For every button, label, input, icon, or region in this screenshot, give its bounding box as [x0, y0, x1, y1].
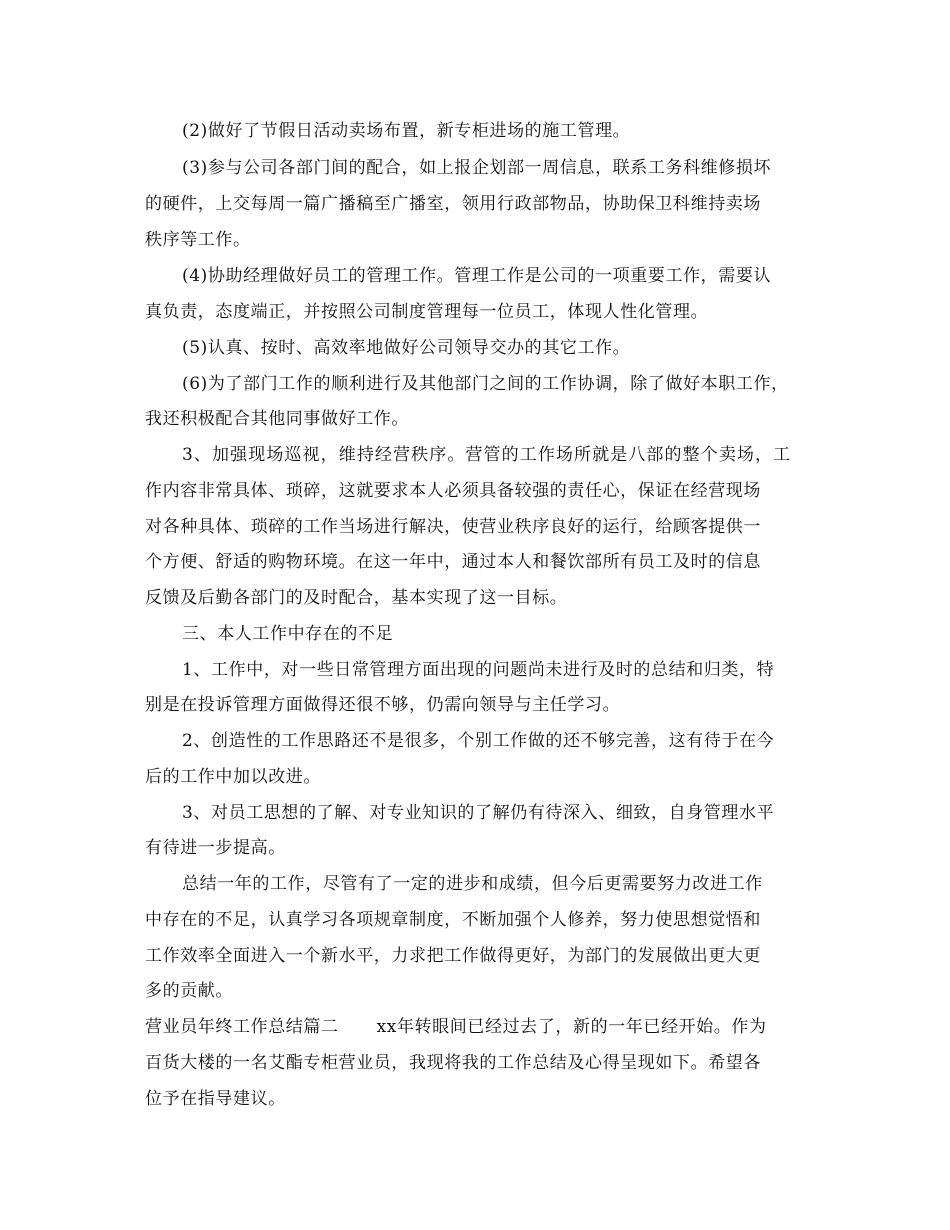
section-title-line — [145, 1015, 767, 1039]
paragraph-line: 我还积极配合其他同事做好工作。 — [145, 409, 409, 429]
paragraph-line: (3)参与公司各部门间的配合，如上报企划部一周信息，联系工务科维修损坏 — [182, 158, 772, 178]
paragraph-line: 工作效率全面进入一个新水平，力求把工作做得更好，为部门的发展做出更大更 — [145, 946, 761, 966]
paragraph-line: 对各种具体、琐碎的工作当场进行解决，使营业秩序良好的运行，给顾客提供一 — [145, 517, 761, 537]
paragraph-line: 个方便、舒适的购物环境。在这一年中，通过本人和餐饮部所有员工及时的信息 — [145, 552, 761, 572]
paragraph-line: 3、对员工思想的了解、对专业知识的了解仍有待深入、细致，自身管理水平 — [182, 803, 775, 823]
paragraph-line: 2、创造性的工作思路还不是很多，个别工作做的还不够完善，这有待于在今 — [182, 731, 775, 751]
paragraph-line: 后的工作中加以改进。 — [145, 767, 321, 787]
paragraph-line: 有待进一步提高。 — [145, 838, 286, 858]
paragraph-line: 1、工作中，对一些日常管理方面出现的问题尚未进行及时的总结和归类，特 — [182, 660, 775, 680]
paragraph-line: (6)为了部门工作的顺利进行及其他部门之间的工作协调，除了做好本职工作， — [182, 374, 789, 394]
paragraph-line: 别是在投诉管理方面做得还很不够，仍需向领导与主任学习。 — [145, 695, 621, 715]
paragraph-line: 的硬件，上交每周一篇广播稿至广播室，领用行政部物品，协助保卫科维持卖场 — [145, 194, 761, 214]
paragraph-line: 作内容非常具体、琐碎，这就要求本人必须具备较强的责任心，保证在经营现场 — [145, 481, 761, 501]
paragraph-line: (4)协助经理做好员工的管理工作。管理工作是公司的一项重要工作，需要认 — [182, 266, 772, 286]
paragraph-line: 百货大楼的一名艾酯专柜营业员，我现将我的工作总结及心得呈现如下。希望各 — [145, 1053, 761, 1073]
paragraph-line: 中存在的不足，认真学习各项规章制度，不断加强个人修养，努力使思想觉悟和 — [145, 910, 761, 930]
paragraph-line: 总结一年的工作，尽管有了一定的进步和成绩，但今后更需要努力改进工作 — [182, 874, 763, 894]
paragraph-line: 位予在指导建议。 — [145, 1089, 286, 1109]
paragraph-line: 反馈及后勤各部门的及时配合，基本实现了这一目标。 — [145, 588, 568, 608]
paragraph-line: 真负责，态度端正，并按照公司制度管理每一位员工，体现人性化管理。 — [145, 302, 709, 322]
paragraph-line: 3、加强现场巡视，维持经营秩序。营管的工作场所就是八部的整个卖场，工 — [182, 445, 792, 465]
paragraph-line: 多的贡献。 — [145, 981, 233, 1001]
section-heading: 三、本人工作中存在的不足 — [182, 624, 394, 644]
section-title: 营业员年终工作总结篇二 — [145, 1017, 339, 1037]
paragraph-line: 秩序等工作。 — [145, 230, 251, 250]
section-opening-text: xx年转眼间已经过去了，新的一年已经开始。作为 — [376, 1017, 767, 1037]
paragraph-line: (2)做好了节假日活动卖场布置，新专柜进场的施工管理。 — [182, 121, 631, 141]
paragraph-line: (5)认真、按时、高效率地做好公司领导交办的其它工作。 — [182, 338, 631, 358]
